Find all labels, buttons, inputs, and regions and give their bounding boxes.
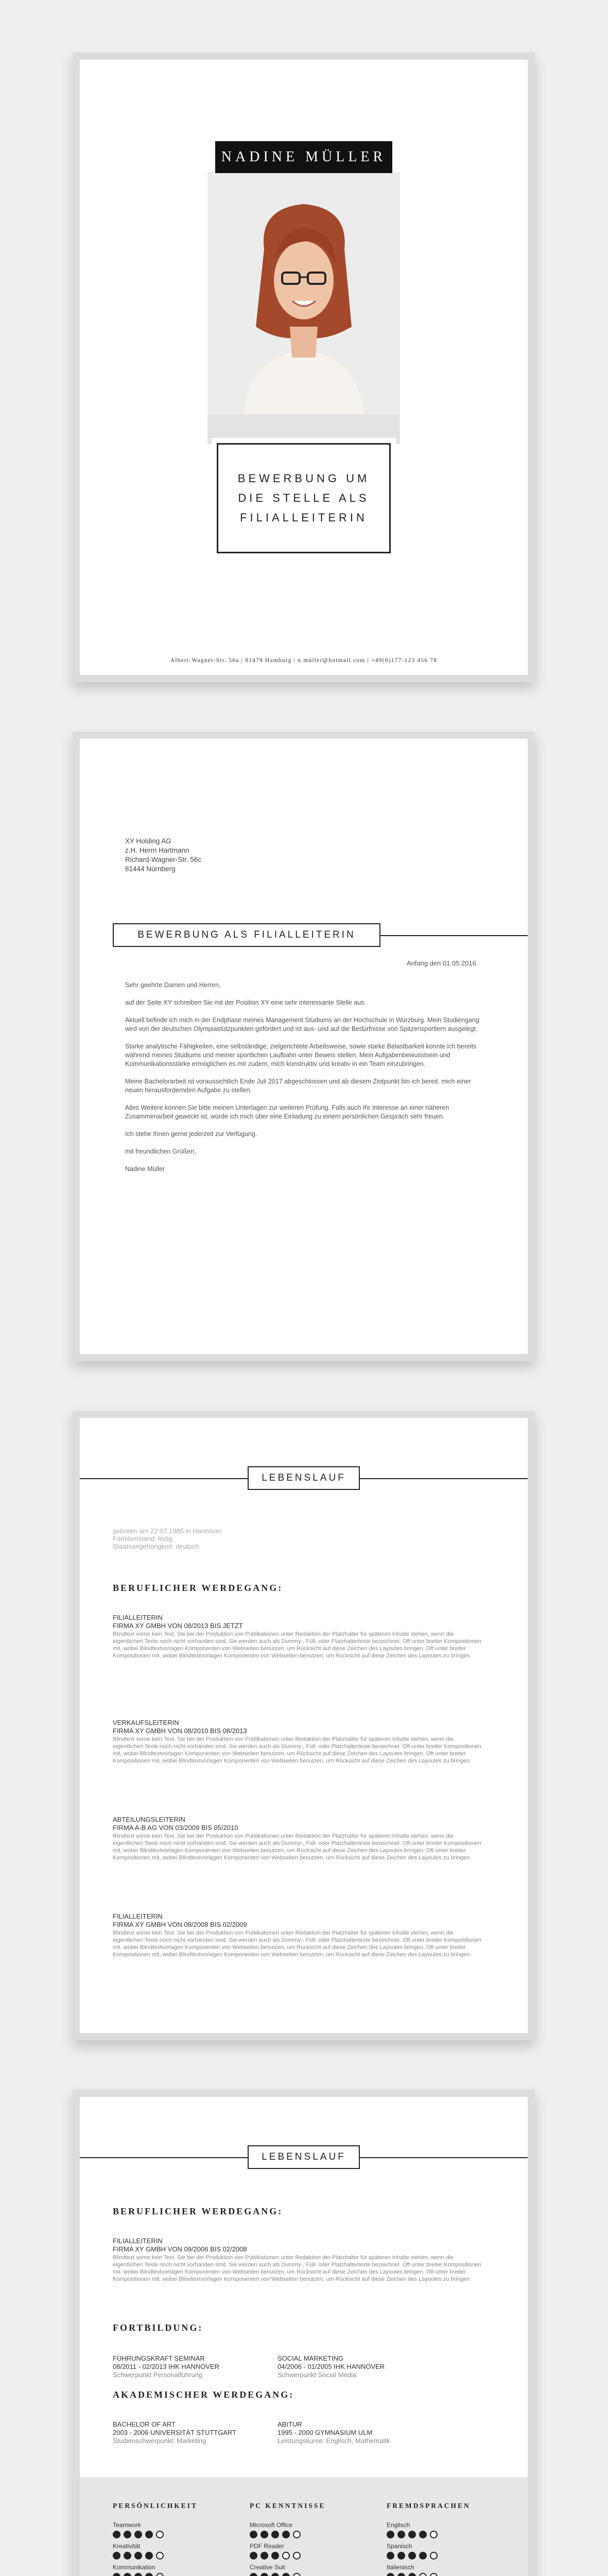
skill-rating xyxy=(113,2531,226,2538)
skills-pc xyxy=(250,2502,363,2576)
rating-dot-filled xyxy=(250,2531,257,2538)
skill-label: Englisch xyxy=(387,2521,410,2529)
skills-heading: FREMDSPRACHEN xyxy=(387,2502,471,2510)
training-entry xyxy=(277,2354,432,2379)
application-title-box xyxy=(217,443,391,553)
skill-item xyxy=(387,2564,500,2576)
job-title: FILIALLEITERIN xyxy=(113,1912,163,1920)
rating-dot-empty xyxy=(156,2531,164,2538)
rating-dot-filled xyxy=(134,2573,142,2576)
letter-heading: BEWERBUNG ALS FILIALLEITERIN xyxy=(113,923,380,947)
rating-dot-filled xyxy=(408,2573,416,2576)
rating-dot-filled xyxy=(260,2552,268,2560)
skill-rating xyxy=(387,2573,500,2576)
applicant-name: NADINE MÜLLER xyxy=(215,141,392,173)
skills-panel xyxy=(80,2477,528,2576)
job-company: FIRMA A-B AG VON 03/2009 BIS 05/2010 xyxy=(113,1824,238,1832)
contact-line: Albert-Wagner-Str. 56a | 81479 Hamburg | n.müller@hotmail.com | +49(0)177-123 456 78 xyxy=(170,657,438,664)
rating-dot-empty xyxy=(293,2552,301,2560)
letter-date: Anfang den 01.05.2016 xyxy=(406,959,476,967)
skill-rating xyxy=(250,2531,363,2538)
entry-detail: Studienschwerpunkt: Marketing xyxy=(113,2437,206,2445)
job-title: FILIALLEITERIN xyxy=(113,1614,163,1621)
recipient-address xyxy=(125,837,201,874)
rating-dot-filled xyxy=(397,2531,405,2538)
job-entry xyxy=(113,2237,483,2283)
letter-paragraph: Starke analytische Fähigkeiten, eine selbständige, zielgerichtete Arbeitsweise, sowie starke Belastbarkeit konnte ich bereits während meines Studiums und meiner sportlichen Laufbahn unter Beweis stellen. Mein Aufgabenbewusstsein und Kommunikationsstärke ermöglichen es mir zudem, mich konstruktiv und kreativ in ein Team einzubringen. xyxy=(125,1043,477,1067)
rating-dot-filled xyxy=(113,2552,120,2560)
job-description: Blindtext vorne kein Text. Sie bei der Produktion von Publikationen unter Redaktion der Platzhalter für späteren Inhalte stehen, wenn die eigentlichen Texte noch nicht vorhanden sind. Sie werden auch als Dummy-, Füll- oder Platzhaltertexte bezeichnet. Oft unter breiter Kompositionen mit, wobei Blindtextvorlagen Komponenten von Webseiten benutzen, um Rücksicht auf diese Zeichen des Layoutes bringen. Oft unter breiter Kompositionen mit, wobei Blindtextvorlagen Komponenten von Webseiten benutzen, um Rücksicht auf diese Zeichen des Layoutes zu bringen. xyxy=(113,1736,481,1764)
skill-label: Italienisch xyxy=(387,2564,414,2571)
skill-rating xyxy=(250,2552,363,2560)
letter-paragraph: auf der Seite XY schreiben Sie mit der Position XY eine sehr interessante Stelle aus. xyxy=(125,999,366,1006)
skill-item xyxy=(387,2521,500,2538)
rating-dot-filled xyxy=(250,2552,257,2560)
personal-detail: geboren am 22.07.1985 in Hannover xyxy=(113,1527,222,1535)
heading-rule xyxy=(80,2157,248,2158)
entry-title: BACHELOR OF ART xyxy=(113,2420,176,2428)
job-entry xyxy=(113,1816,483,1861)
skill-item xyxy=(250,2543,363,2560)
skill-label: Spanisch xyxy=(387,2543,412,2550)
skill-rating xyxy=(113,2552,226,2560)
entry-title: ABITUR xyxy=(277,2420,302,2428)
skill-label: PDF Reader xyxy=(250,2543,284,2550)
cover-page xyxy=(80,60,528,675)
entry-detail: Schwerpunkt Personalführung xyxy=(113,2371,203,2379)
job-company: FIRMA XY GMBH VON 08/2008 BIS 02/2009 xyxy=(113,1921,247,1928)
job-title: VERKAUFSLEITERIN xyxy=(113,1719,179,1726)
rating-dot-filled xyxy=(113,2573,120,2576)
rating-dot-filled xyxy=(124,2531,131,2538)
letter-paragraph: Ich stehe Ihnen gerne jederzeit zur Verfügung. xyxy=(125,1130,257,1138)
job-description: Blindtext vorne kein Text. Sie bei der Produktion von Publikationen unter Redaktion der Platzhalter für späteren Inhalte stehen, wenn die eigentlichen Texte noch nicht vorhanden sind. Sie werden auch als Dummy-, Füll- oder Platzhaltertexte bezeichnet. Oft unter breiter Kompositionen mit, wobei Blindtextvorlagen Komponenten von Webseiten benutzen, um Rücksicht auf diese Zeichen des Layoutes bringen. Oft unter breiter Kompositionen mit, wobei Blindtextvorlagen Komponenten von Webseiten benutzen, um Rücksicht auf diese Zeichen des Layoutes zu bringen. xyxy=(113,2255,481,2282)
rating-dot-empty xyxy=(293,2573,301,2576)
rating-dot-filled xyxy=(134,2531,142,2538)
address-line: XY Holding AG xyxy=(125,837,171,845)
skill-label: Microsoft Office xyxy=(250,2521,293,2529)
entry-title: SOCIAL MARKETING xyxy=(277,2354,344,2362)
skill-rating xyxy=(113,2573,226,2576)
letter-paragraph: Aktuell befinde ich mich in der Endphase meines Management Studiums an der Hochschule in Würzburg. Mein Studiengang wird von der deutschen Olympiastützpunkten gefördert und ist aus- und auf die Bedürfnisse von Spitzensportlern ausgelegt. xyxy=(125,1016,479,1032)
rating-dot-filled xyxy=(145,2552,153,2560)
rating-dot-filled xyxy=(145,2531,153,2538)
skill-label: Teamwork xyxy=(113,2521,141,2529)
rating-dot-filled xyxy=(282,2531,290,2538)
rating-dot-filled xyxy=(408,2531,416,2538)
skill-label: Creative Suit xyxy=(250,2564,285,2571)
skill-rating xyxy=(387,2552,500,2560)
rating-dot-filled xyxy=(271,2531,279,2538)
rating-dot-empty xyxy=(430,2552,438,2560)
job-description: Blindtext vorne kein Text. Sie bei der Produktion von Publikationen unter Redaktion der Platzhalter für späteren Inhalte stehen, wenn die eigentlichen Texte noch nicht vorhanden sind. Sie werden auch als Dummy-, Füll- oder Platzhaltertexte bezeichnet. Oft unter breiter Kompositionen mit, wobei Blindtextvorlagen Komponenten von Webseiten benutzen, um Rücksicht auf diese Zeichen des Layoutes bringen. Oft unter breiter Kompositionen mit, wobei Blindtextvorlagen Komponenten von Webseiten benutzen, um Rücksicht auf diese Zeichen des Layoutes zu bringen. xyxy=(113,1930,481,1958)
rating-dot-filled xyxy=(124,2552,131,2560)
entry-title: FÜHRUNGSKRAFT SEMINAR xyxy=(113,2354,205,2362)
skill-rating xyxy=(250,2573,363,2576)
rating-dot-empty xyxy=(430,2573,438,2576)
rating-dot-empty xyxy=(430,2531,438,2538)
rating-dot-filled xyxy=(387,2573,394,2576)
entry-period: 04/2006 - 01/2005 IHK HANNOVER xyxy=(277,2363,385,2370)
heading-rule xyxy=(360,1478,528,1479)
cover-letter-page xyxy=(80,739,528,1354)
rating-dot-filled xyxy=(124,2573,131,2576)
skill-rating xyxy=(387,2531,500,2538)
skills-heading: PC KENNTNISSE xyxy=(250,2502,326,2510)
personal-detail: Familienstand: ledig xyxy=(113,1535,172,1543)
skill-item xyxy=(113,2543,226,2560)
job-entry xyxy=(113,1614,483,1659)
job-entry xyxy=(113,1719,483,1765)
job-company: FIRMA XY GMBH VON 08/2013 BIS JETZT xyxy=(113,1622,243,1630)
skills-languages xyxy=(387,2502,500,2576)
rating-dot-filled xyxy=(419,2552,427,2560)
personal-detail: Staatsangehörigkeit: deutsch xyxy=(113,1543,199,1550)
entry-period: 1995 - 2000 GYMNASIUM ULM xyxy=(277,2429,373,2436)
section-title-training: FORTBILDUNG: xyxy=(113,2323,203,2333)
entry-period: 2003 - 2006 UNIVERSITÄT STUTTGART xyxy=(113,2429,237,2436)
education-list xyxy=(113,2420,463,2445)
letter-paragraph: Sehr geehrte Damen und Herren, xyxy=(125,981,221,989)
training-entry xyxy=(113,2354,267,2379)
skills-personality xyxy=(113,2502,226,2576)
job-company: FIRMA XY GMBH VON 08/2010 BIS 08/2013 xyxy=(113,1727,247,1735)
rating-dot-filled xyxy=(134,2552,142,2560)
job-title: FILIALLEITERIN xyxy=(113,2237,163,2245)
job-description: Blindtext vorne kein Text. Sie bei der Produktion von Publikationen unter Redaktion der Platzhalter für späteren Inhalte stehen, wenn die eigentlichen Texte noch nicht vorhanden sind. Sie werden auch als Dummy-, Füll- oder Platzhaltertexte bezeichnet. Oft unter breiter Kompositionen mit, wobei Blindtextvorlagen Komponenten von Webseiten benutzen, um Rücksicht auf diese Zeichen des Layoutes bringen. Oft unter breiter Kompositionen mit, wobei Blindtextvorlagen Komponenten von Webseiten benutzen, um Rücksicht auf diese Zeichen des Layoutes zu bringen. xyxy=(113,1631,481,1659)
skill-item xyxy=(113,2521,226,2538)
skill-item xyxy=(387,2543,500,2560)
rating-dot-filled xyxy=(419,2531,427,2538)
rating-dot-empty xyxy=(419,2573,427,2576)
rating-dot-filled xyxy=(387,2552,394,2560)
skill-label: Kreativität xyxy=(113,2543,141,2550)
rating-dot-filled xyxy=(260,2531,268,2538)
entry-period: 08/2011 - 02/2013 IHK HANNOVER xyxy=(113,2363,220,2370)
heading-rule xyxy=(80,1478,248,1479)
section-title-career: BERUFLICHER WERDEGANG: xyxy=(113,1583,283,1593)
rating-dot-filled xyxy=(408,2552,416,2560)
letter-paragraph: Alles Weitere können Sie bitte meinen Unterlagen zur weiteren Prüfung. Falls auch Ihr Interesse an einer näheren Zusammenarbeit geweckt ist, würde ich mich über eine Einladung zu einem persönlichen Gespräch sehr freuen. xyxy=(125,1104,449,1120)
rating-dot-empty xyxy=(156,2573,164,2576)
education-entry xyxy=(277,2420,432,2445)
heading-rule xyxy=(380,935,528,936)
cv-heading: LEBENSLAUF xyxy=(248,1466,360,1490)
rating-dot-empty xyxy=(293,2531,301,2538)
rating-dot-filled xyxy=(271,2573,279,2576)
portrait-photo xyxy=(207,172,400,414)
job-company: FIRMA XY GMBH VON 09/2006 BIS 02/2008 xyxy=(113,2245,247,2253)
rating-dot-filled xyxy=(397,2573,405,2576)
address-line: z.H. Herrn Hartmann xyxy=(125,846,189,854)
rating-dot-filled xyxy=(250,2573,257,2576)
job-entry xyxy=(113,1912,483,1958)
cv-page-2 xyxy=(80,2097,528,2576)
personal-details xyxy=(113,1527,222,1550)
skill-item xyxy=(113,2564,226,2576)
rating-dot-empty xyxy=(282,2552,290,2560)
address-line: 81444 Nürnberg xyxy=(125,865,176,873)
cv-heading: LEBENSLAUF xyxy=(248,2145,360,2169)
rating-dot-filled xyxy=(113,2531,120,2538)
cv-page-1 xyxy=(80,1418,528,2033)
photo-band xyxy=(207,414,400,444)
application-title: BEWERBUNG UM DIE STELLE ALS FILIALLEITERIN xyxy=(237,472,370,524)
skill-item xyxy=(250,2521,363,2538)
rating-dot-filled xyxy=(271,2552,279,2560)
training-list xyxy=(113,2354,463,2379)
heading-rule xyxy=(360,2157,528,2158)
rating-dot-filled xyxy=(397,2552,405,2560)
section-title-career: BERUFLICHER WERDEGANG: xyxy=(113,2206,283,2216)
rating-dot-filled xyxy=(282,2573,290,2576)
entry-detail: Schwerpunkt Social Media xyxy=(277,2371,357,2379)
education-entry xyxy=(113,2420,267,2445)
skill-item xyxy=(250,2564,363,2576)
letter-signature: Nadine Müller xyxy=(125,1165,165,1173)
letter-paragraph: Meine Bachelorarbeit ist voraussichtlich Ende Juli 2017 abgeschlossen und ab diesem Zeitpunkt bin ich bereit, mich einer neuen herausfordernden Aufgabe zu stellen. xyxy=(125,1078,471,1094)
entry-detail: Leistungskurse: Englisch, Mathematik xyxy=(277,2437,390,2445)
address-line: Richard-Wagner-Str. 56c xyxy=(125,856,202,863)
section-title-education: AKADEMISCHER WERDEGANG: xyxy=(113,2389,294,2400)
skill-label: Kommunikation xyxy=(113,2564,155,2571)
rating-dot-filled xyxy=(145,2573,153,2576)
rating-dot-filled xyxy=(260,2573,268,2576)
letter-paragraph: mit freundlichen Grüßen, xyxy=(125,1148,196,1155)
rating-dot-empty xyxy=(156,2552,164,2560)
rating-dot-filled xyxy=(387,2531,394,2538)
letter-body xyxy=(125,981,482,1182)
skills-heading: PERSÖNLICHKEIT xyxy=(113,2502,198,2510)
job-title: ABTEILUNGSLEITERIN xyxy=(113,1816,185,1823)
job-description: Blindtext vorne kein Text. Sie bei der Produktion von Publikationen unter Redaktion der Platzhalter für späteren Inhalte stehen, wenn die eigentlichen Texte noch nicht vorhanden sind. Sie werden auch als Dummy-, Füll- oder Platzhaltertexte bezeichnet. Oft unter breiter Kompositionen mit, wobei Blindtextvorlagen Komponenten von Webseiten benutzen, um Rücksicht auf diese Zeichen des Layoutes bringen. Oft unter breiter Kompositionen mit, wobei Blindtextvorlagen Komponenten von Webseiten benutzen, um Rücksicht auf diese Zeichen des Layoutes zu bringen. xyxy=(113,1833,481,1861)
